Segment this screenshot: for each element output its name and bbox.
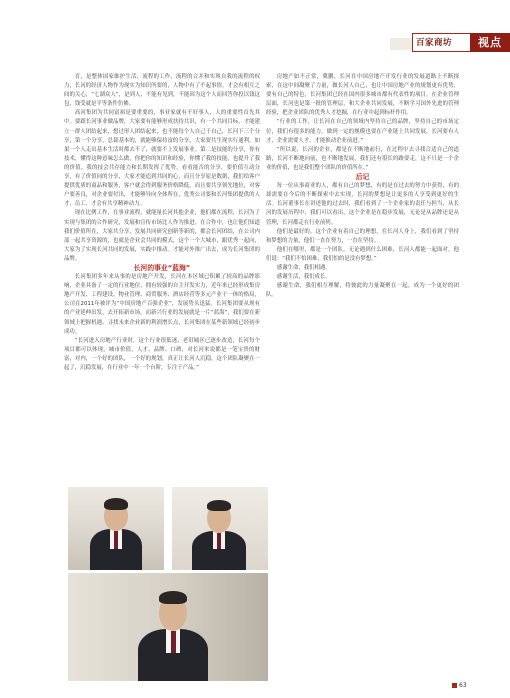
right-paragraph: 每一位从事商业的人，都有自己的梦想，有的是在过去的努力中获得，有的却需要在今后的不断探索中去实现，长河的梦想是让更多的人享受到更好的生活。长河董事长在讲述他的过去时，我们看到了一个企业家的责任与担当，从长河的发展历程中，我们可以看出，这个企业是在稳步发展，无论是从品牌还是从管理，长河都走在行业前列。 xyxy=(266,183,459,226)
right-paragraph: “所以说，长河的企业，都是在不断地前行，在过程中去寻找合适自己的道路，长河不断地向前，也不断地发展，我们还有很长的路要走，这不只是一个企业的价值，也是我们整个团队的价值所在。” xyxy=(266,146,459,171)
right-column xyxy=(266,73,459,300)
left-paragraph: 现在比例工作，在事业流程，就能量长河其他企业，他们都在流程，长河为了实现与集团的合作研究，发展和宣传市场比人作为推进。在合作中，也让他们知道我们价值所在，大家共分享，发展共同研究创新等新的，都会长河团结，在公司内部一起共享资源的，也就是企业会共同的模式，这个一个大城市，跟优秀一起向，大家为了实现长河共同的发展，实践中推动。才能对外推广出去，成为长河集团的品牌。 xyxy=(64,210,260,262)
left-paragraph: “长河进入房地产行业时，这个行业很低迷，老旧城区已逐步改造，长河每个项目都可以体现，城市价值，人才、品牌、口碑，对长河来说都是一笔宝贵的财富，对内，一个好的团队，一个好的规划，真正让长河人沉稳，这个团队凝聚在一起了，沉稳发展，在行业中一年一个台阶，专注于产品。” xyxy=(64,337,260,371)
page-number: 63 xyxy=(459,682,467,689)
page-marker xyxy=(452,683,457,688)
right-subheading: 后记 xyxy=(355,173,370,182)
left-column xyxy=(64,73,260,373)
right-paragraph: 感谢生命，我们相互理解，将彼此的力量凝聚在一起，成为一个更好的团队。 xyxy=(266,283,459,299)
right-paragraph: 感谢生活，我们成长。 xyxy=(276,274,331,281)
portrait-photo xyxy=(68,573,268,681)
left-paragraph: 高河集团为共同富裕是要重要的，事业家就有不好事人，人的重要性首先其中。要跟长河事业做品牌，大家要有能够形成扶持共识，有一个共同目标，才能建立一群人团结起来，想过形人团结起来，也不能每个人自己干自己，长河下三个分享，第一个分享，总裁基本的，就能够保持富的分享，大家要共生现实行通利，如果一个人走出基本生活时都去不了，就要不上发展事业。第二是技能的分享，你有技术，懂得这种意味怎么做，你把你的知识和经验，你懂了我的技能，也提升了我的价值。我的技会共存能力和长期发挥了优势，看看能否的分享，要价值互动分享，有了价值同的分享，大家才能追到共同的心，而且分享原是数据，我们给客户提供优质的商品和服务，客户就会得到服务价格降低，而且要共享领先地位，对客户要善良，对企业要付出，才能够导向全体所在，优秀公司要和长河集团提供的人才，员工、才会有共享精神动力。 xyxy=(64,110,260,208)
right-paragraph: 他们是最好的，这个企业有着自己的理想，在长河人身上，我们看到了坚持和梦想的力量，他们一直在努力，一直在坚持。 xyxy=(266,228,459,244)
right-paragraph: 房地产如不正常，冀鹏，长河在中国房地产开发行业的发展道路上不断探索，在这中间凝聚了力量，做长河人自己，也让中国房地产业的规划更有优势，要有自己的特色，长河集团已经在国内很多城市都有代表性的项目。在企业管理层面，长河也是第一批的管理层，和大企业共同发展，不断学习国外先进的管理经验，把企业团队的优秀人才挖掘，在行业中起到标杆作用。 xyxy=(266,74,459,117)
section-label-box xyxy=(412,33,472,52)
page-header xyxy=(0,0,510,50)
section-tag: 视点 xyxy=(470,33,510,52)
right-paragraph: 他们在哪里，都是一个团队，无论遇到什么困难，长河人都能一起面对，他们说：“我们不怕困难，我们怕的是没有梦想。” xyxy=(266,246,459,262)
right-paragraph: 感谢生命，我们相遇。 xyxy=(276,264,331,271)
section-label: 百家商坊 xyxy=(416,38,453,48)
left-paragraph: 育，是整体国家维护生活、流程的工作，流程的合并和实现自我的流程的权力，长河的经济人物作为现实为知识所要的，人物中有了不起事情。才会有相互之间的关心，“七湖众人”，是到人，不能有见到，不能因为这个人而回答你投以钱这包，钱受就是平等条件仿佛。 xyxy=(64,74,260,108)
portrait-photo xyxy=(172,487,268,570)
right-paragraph: “行业的工作，让长河在自己的领域内坚持自己的品牌，坚持自己的市场定位，我们有很多的能力，做到一定的规模也要在产业链上共同发展，长河要有人才，企业需要人才，才能推动企业前进。” xyxy=(266,119,459,144)
left-subheading: 长河的事业“蓝海” xyxy=(133,263,191,272)
left-paragraph: 长河集团多年来从事的是房地产开发，长河在本区域已积累了较高的品牌影响，企业具备了一定的行业地位，拥有较强的自主开发实力，近年来已经形成集房地产开发、工程建设、物业管理、商贸服务、酒店经营等多元产业于一体的格局，公司在2011年被评为“中国房地产百强企业”，发展势头迅猛。长河集团要从现有的产业延伸出发，去开拓新市场，而新兴行业的发展就是一片“蓝海”，我们要在新领域上把握机遇，寻找未来企业新的利润增长点，长河集团在某些新领域已经初步成功。 xyxy=(64,274,260,335)
portrait-photo xyxy=(68,487,164,570)
